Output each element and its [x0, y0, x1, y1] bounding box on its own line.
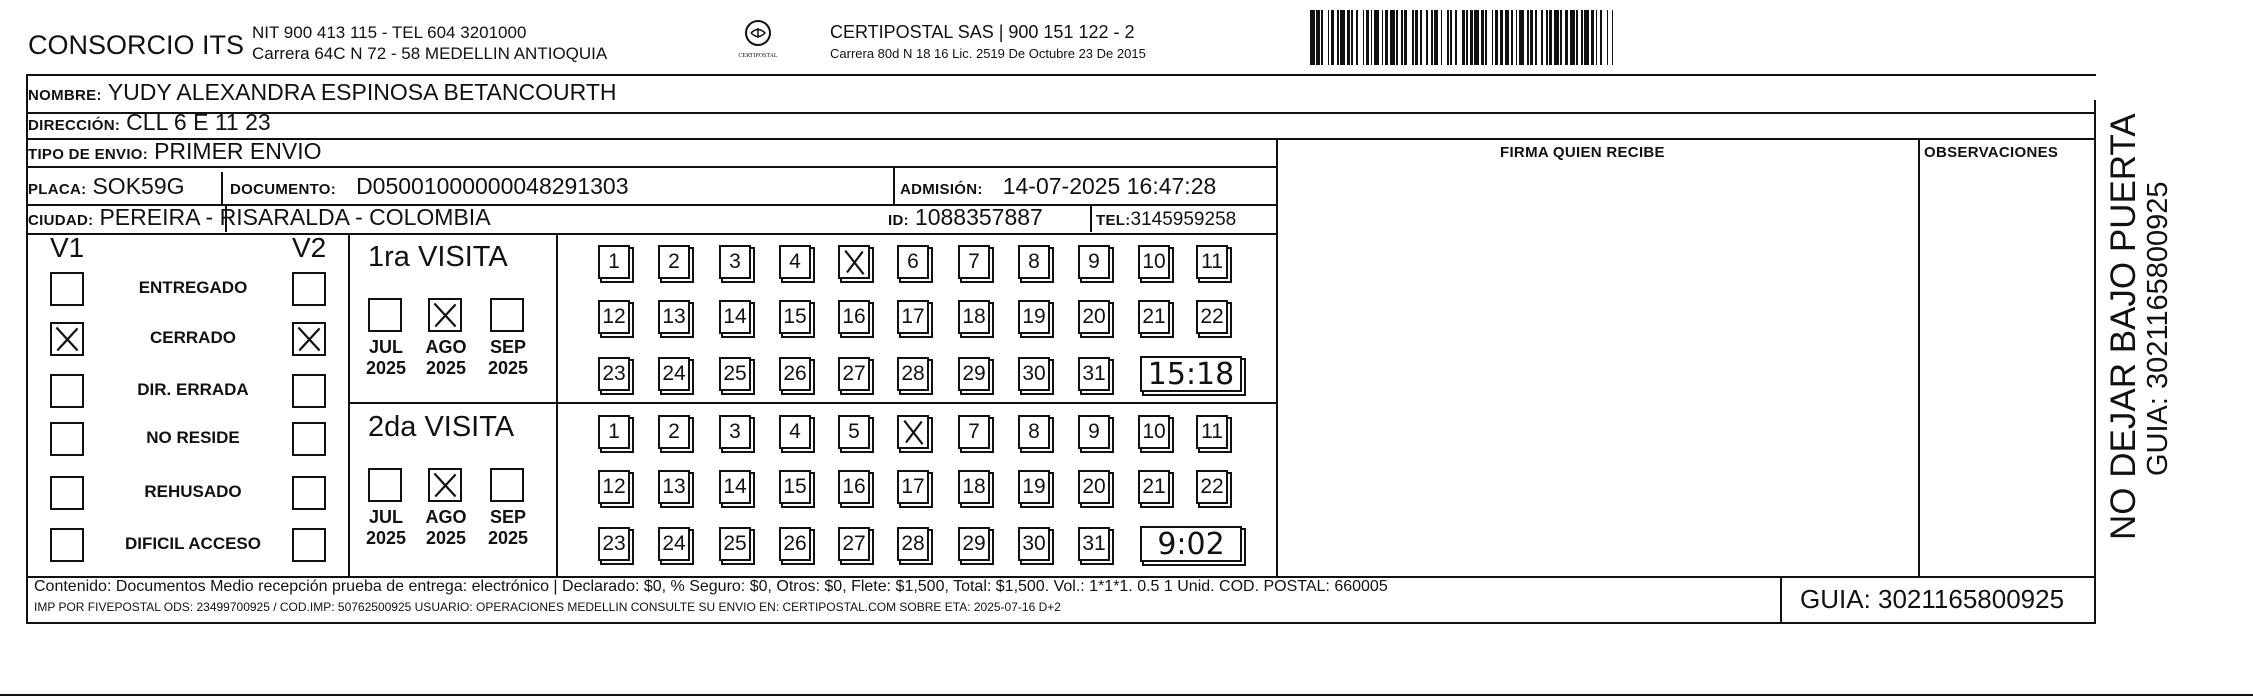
day-box-12[interactable]: 12	[598, 300, 630, 334]
day-box-24[interactable]: 24	[658, 527, 690, 561]
day-box-4[interactable]: 4	[779, 415, 811, 449]
status-v1-checkbox[interactable]	[50, 322, 84, 356]
day-box-5[interactable]: 5	[838, 415, 870, 449]
carrier-info	[830, 22, 1146, 61]
firma-label: FIRMA QUIEN RECIBE	[1500, 144, 1665, 161]
day-box-12[interactable]: 12	[598, 470, 630, 504]
company-info	[252, 22, 607, 64]
logo-text: CERTIPOSTAL	[738, 53, 778, 59]
tel-row	[1096, 205, 1236, 231]
x-mark-icon	[52, 324, 82, 354]
no-dejar-bajo-puerta: NO DEJAR BAJO PUERTA	[2104, 113, 2143, 540]
side-guia: GUIA: 3021165800925	[2142, 181, 2174, 476]
day-box-8[interactable]: 8	[1018, 415, 1050, 449]
documento-value: D05001000000048291303	[356, 173, 629, 199]
month-checkbox-jul[interactable]	[368, 298, 402, 332]
month-year: 2025	[425, 528, 467, 548]
day-box-26[interactable]: 26	[779, 357, 811, 391]
day-box-3[interactable]: 3	[719, 415, 751, 449]
x-mark-icon	[899, 417, 927, 447]
month-label	[358, 337, 414, 379]
day-box-4[interactable]: 4	[779, 245, 811, 279]
day-box-14[interactable]: 14	[719, 300, 751, 334]
day-box-30[interactable]: 30	[1018, 357, 1050, 391]
day-box-3[interactable]: 3	[719, 245, 751, 279]
month-year: 2025	[365, 528, 407, 548]
day-box-6[interactable]	[897, 415, 929, 449]
day-box-28[interactable]: 28	[897, 527, 929, 561]
day-box-27[interactable]: 27	[838, 527, 870, 561]
status-v2-checkbox[interactable]	[292, 272, 326, 306]
day-box-20[interactable]: 20	[1078, 470, 1110, 504]
day-box-25[interactable]: 25	[719, 527, 751, 561]
x-mark-icon	[430, 470, 460, 500]
x-mark-icon	[430, 300, 460, 330]
company-name: CONSORCIO ITS	[28, 30, 245, 60]
day-box-19[interactable]: 19	[1018, 470, 1050, 504]
v1-label: V1	[50, 232, 85, 263]
month-label	[418, 507, 474, 549]
tel-label: TEL:	[1096, 212, 1131, 229]
direccion-row	[28, 110, 271, 136]
contenido-text: Contenido: Documentos Medio recepción prueba de entrega: electrónico | Declarado: $0, % Seguro: $0, Otros: $0, Flete: $1,500, Total: $1,500. Vol.: 1*1*1. 0.5 1 Unid. COD. POSTAL: 660005	[34, 578, 1388, 595]
status-v1-checkbox[interactable]	[50, 272, 84, 306]
visit-title: 2da VISITA	[368, 411, 515, 443]
ciudad-row	[28, 205, 491, 231]
day-box-27[interactable]: 27	[838, 357, 870, 391]
month-name: SEP	[489, 507, 527, 527]
status-v2-checkbox[interactable]	[292, 374, 326, 408]
status-v2-checkbox[interactable]	[292, 476, 326, 510]
nombre-label: NOMBRE:	[28, 87, 102, 104]
day-box-7[interactable]: 7	[958, 245, 990, 279]
day-box-30[interactable]: 30	[1018, 527, 1050, 561]
month-name: AGO	[425, 507, 467, 527]
placa-row	[28, 174, 185, 200]
day-box-19[interactable]: 19	[1018, 300, 1050, 334]
barcode	[1310, 10, 1615, 65]
ciudad-label: CIUDAD:	[28, 212, 94, 229]
status-v2-checkbox[interactable]	[292, 528, 326, 562]
imp-text: IMP POR FIVEPOSTAL ODS: 23499700925 / COD.IMP: 50762500925 USUARIO: OPERACIONES MEDELLIN CONSULTE SU ENVIO EN: CERTIPOSTAL.COM SOBRE ETA: 2025-07-16 D+2	[34, 600, 1061, 614]
day-box-26[interactable]: 26	[779, 527, 811, 561]
day-box-22[interactable]: 22	[1196, 470, 1228, 504]
day-box-16[interactable]: 16	[838, 300, 870, 334]
status-v1-checkbox[interactable]	[50, 528, 84, 562]
status-v2-checkbox[interactable]	[292, 422, 326, 456]
day-box-2[interactable]: 2	[658, 415, 690, 449]
x-mark-icon	[840, 247, 868, 277]
status-label: REHUSADO	[144, 482, 242, 501]
id-row	[888, 205, 1043, 231]
month-name: SEP	[489, 337, 527, 357]
day-box-11[interactable]: 11	[1196, 415, 1228, 449]
month-checkbox-sep[interactable]	[490, 468, 524, 502]
day-box-2[interactable]: 2	[658, 245, 690, 279]
month-year: 2025	[365, 358, 407, 378]
carrier-name: CERTIPOSTAL SAS | 900 151 122 - 2	[830, 22, 1135, 42]
documento-row	[230, 174, 629, 200]
nombre-row	[28, 80, 616, 106]
day-box-28[interactable]: 28	[897, 357, 929, 391]
carrier-address: Carrera 80d N 18 16 Lic. 2519 De Octubre 23 De 2015	[830, 46, 1146, 61]
admision-row	[900, 174, 1216, 200]
month-label	[480, 507, 536, 549]
month-name: JUL	[368, 507, 403, 527]
id-value: 1088357887	[914, 204, 1043, 230]
tel-value: 3145959258	[1130, 209, 1237, 230]
day-box-10[interactable]: 10	[1138, 415, 1170, 449]
status-label: CERRADO	[150, 328, 236, 347]
admision-label: ADMISIÓN:	[900, 181, 983, 198]
day-box-1[interactable]: 1	[598, 245, 630, 279]
company-nit: NIT 900 413 115 - TEL 604 3201000	[252, 23, 527, 42]
day-box-25[interactable]: 25	[719, 357, 751, 391]
admision-value: 14-07-2025 16:47:28	[1002, 173, 1217, 199]
direccion-value: CLL 6 E 11 23	[126, 109, 271, 135]
footer-guia: GUIA: 3021165800925	[1800, 584, 2065, 614]
day-box-18[interactable]: 18	[958, 470, 990, 504]
day-box-8[interactable]: 8	[1018, 245, 1050, 279]
day-box-23[interactable]: 23	[598, 527, 630, 561]
visit-time: 9:02	[1140, 526, 1242, 562]
month-checkbox-jul[interactable]	[368, 468, 402, 502]
month-year: 2025	[487, 358, 529, 378]
day-box-24[interactable]: 24	[658, 357, 690, 391]
day-box-10[interactable]: 10	[1138, 245, 1170, 279]
day-box-16[interactable]: 16	[838, 470, 870, 504]
day-box-31[interactable]: 31	[1078, 357, 1110, 391]
day-box-1[interactable]: 1	[598, 415, 630, 449]
day-box-9[interactable]: 9	[1078, 415, 1110, 449]
day-box-15[interactable]: 15	[779, 300, 811, 334]
day-box-11[interactable]: 11	[1196, 245, 1228, 279]
day-box-15[interactable]: 15	[779, 470, 811, 504]
day-box-21[interactable]: 21	[1138, 470, 1170, 504]
day-box-13[interactable]: 13	[658, 300, 690, 334]
tipo-label: TIPO DE ENVIO:	[28, 146, 149, 163]
day-box-29[interactable]: 29	[958, 357, 990, 391]
day-box-7[interactable]: 7	[958, 415, 990, 449]
placa-value: SOK59G	[92, 173, 185, 199]
v2-label: V2	[292, 232, 327, 263]
day-box-18[interactable]: 18	[958, 300, 990, 334]
day-box-17[interactable]: 17	[897, 470, 929, 504]
day-box-17[interactable]: 17	[897, 300, 929, 334]
placa-label: PLACA:	[28, 181, 87, 198]
id-label: ID:	[888, 212, 909, 229]
status-label: ENTREGADO	[138, 278, 248, 297]
status-v1-checkbox[interactable]	[50, 422, 84, 456]
day-box-14[interactable]: 14	[719, 470, 751, 504]
month-label	[358, 507, 414, 549]
nombre-value: YUDY ALEXANDRA ESPINOSA BETANCOURTH	[107, 79, 617, 105]
tipo-row	[28, 139, 321, 165]
status-v2-checkbox[interactable]	[292, 322, 326, 356]
x-mark-icon	[294, 324, 324, 354]
month-year: 2025	[425, 358, 467, 378]
month-name: JUL	[368, 337, 403, 357]
logo-emblem-icon	[743, 18, 773, 48]
barcode-space	[1613, 10, 1615, 65]
month-label	[418, 337, 474, 379]
observaciones-label: OBSERVACIONES	[1924, 144, 2059, 161]
day-box-9[interactable]: 9	[1078, 245, 1110, 279]
certipostal-logo	[728, 18, 788, 59]
day-box-31[interactable]: 31	[1078, 527, 1110, 561]
status-label: NO RESIDE	[146, 428, 240, 447]
visit-title: 1ra VISITA	[368, 241, 508, 273]
month-year: 2025	[487, 528, 529, 548]
day-box-22[interactable]: 22	[1196, 300, 1228, 334]
status-v1-checkbox[interactable]	[50, 374, 84, 408]
day-box-23[interactable]: 23	[598, 357, 630, 391]
company-address: Carrera 64C N 72 - 58 MEDELLIN ANTIOQUIA	[252, 44, 608, 63]
day-box-20[interactable]: 20	[1078, 300, 1110, 334]
status-v1-checkbox[interactable]	[50, 476, 84, 510]
month-label	[480, 337, 536, 379]
status-label: DIR. ERRADA	[137, 380, 249, 399]
day-box-6[interactable]: 6	[897, 245, 929, 279]
day-box-5[interactable]	[838, 245, 870, 279]
month-checkbox-ago[interactable]	[428, 298, 462, 332]
month-checkbox-ago[interactable]	[428, 468, 462, 502]
status-label: DIFICIL ACCESO	[124, 534, 261, 553]
ciudad-value: PEREIRA - RISARALDA - COLOMBIA	[99, 204, 491, 230]
visit-time: 15:18	[1140, 356, 1242, 392]
documento-label: DOCUMENTO:	[230, 181, 337, 198]
direccion-label: DIRECCIÓN:	[28, 117, 121, 134]
month-checkbox-sep[interactable]	[490, 298, 524, 332]
day-box-29[interactable]: 29	[958, 527, 990, 561]
month-name: AGO	[425, 337, 467, 357]
day-box-21[interactable]: 21	[1138, 300, 1170, 334]
day-box-13[interactable]: 13	[658, 470, 690, 504]
tipo-value: PRIMER ENVIO	[154, 138, 322, 164]
